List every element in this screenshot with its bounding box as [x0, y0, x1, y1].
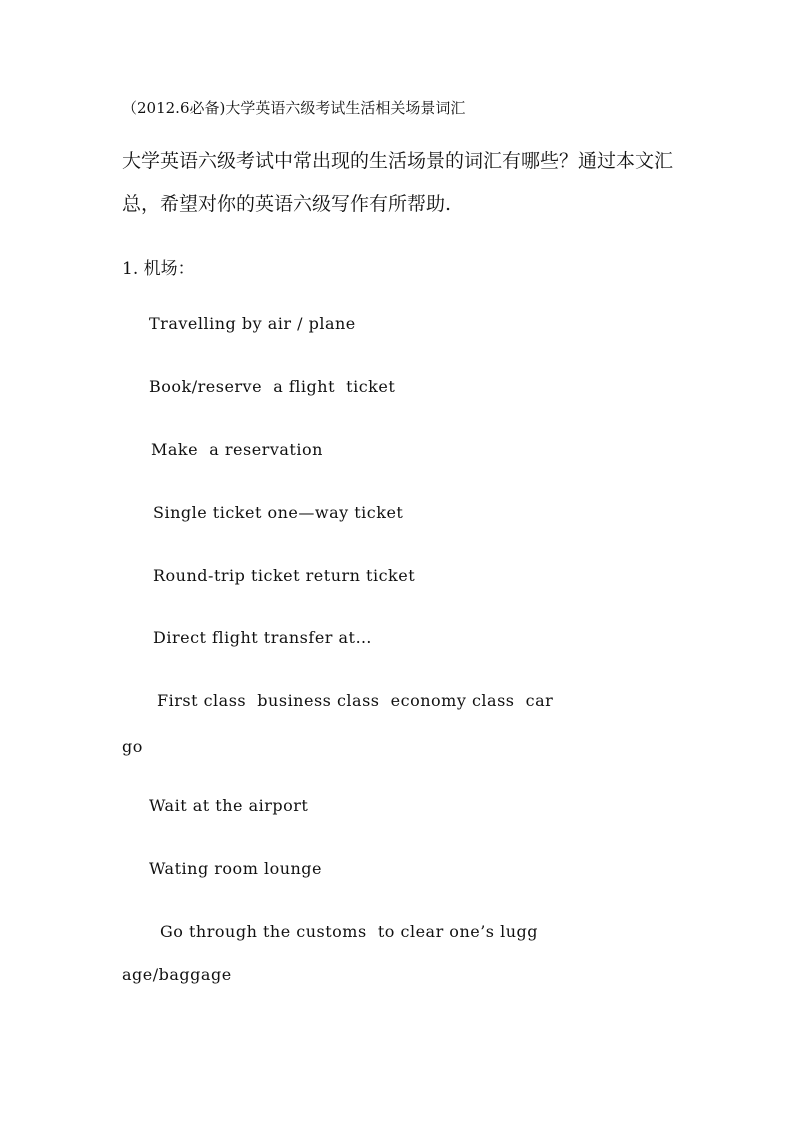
vocab-item: Wating room lounge [149, 859, 323, 878]
vocab-item: Make a reservation [151, 440, 323, 459]
vocab-item: Single ticket one—way ticket [153, 503, 404, 522]
vocab-item-continuation: age/baggage [122, 965, 232, 984]
section-heading-airport: 1. 机场： [122, 259, 195, 279]
vocab-item: First class business class economy class car [157, 691, 554, 710]
vocab-item: Travelling by air / plane [149, 314, 356, 333]
vocab-item-continuation: go [122, 737, 143, 756]
vocab-item: Direct flight transfer at… [153, 628, 372, 647]
vocab-item: Book/reserve a flight ticket [149, 377, 396, 396]
vocab-item: Round-trip ticket return ticket [153, 566, 416, 585]
document-title: （2012.6必备)大学英语六级考试生活相关场景词汇 [122, 99, 466, 117]
vocab-item: Go through the customs to clear one’s lugg [160, 922, 538, 941]
vocab-item: Wait at the airport [149, 796, 309, 815]
intro-line-2: 总，希望对你的英语六级写作有所帮助. [122, 193, 452, 215]
intro-line-1: 大学英语六级考试中常出现的生活场景的词汇有哪些？通过本文汇 [122, 150, 674, 172]
